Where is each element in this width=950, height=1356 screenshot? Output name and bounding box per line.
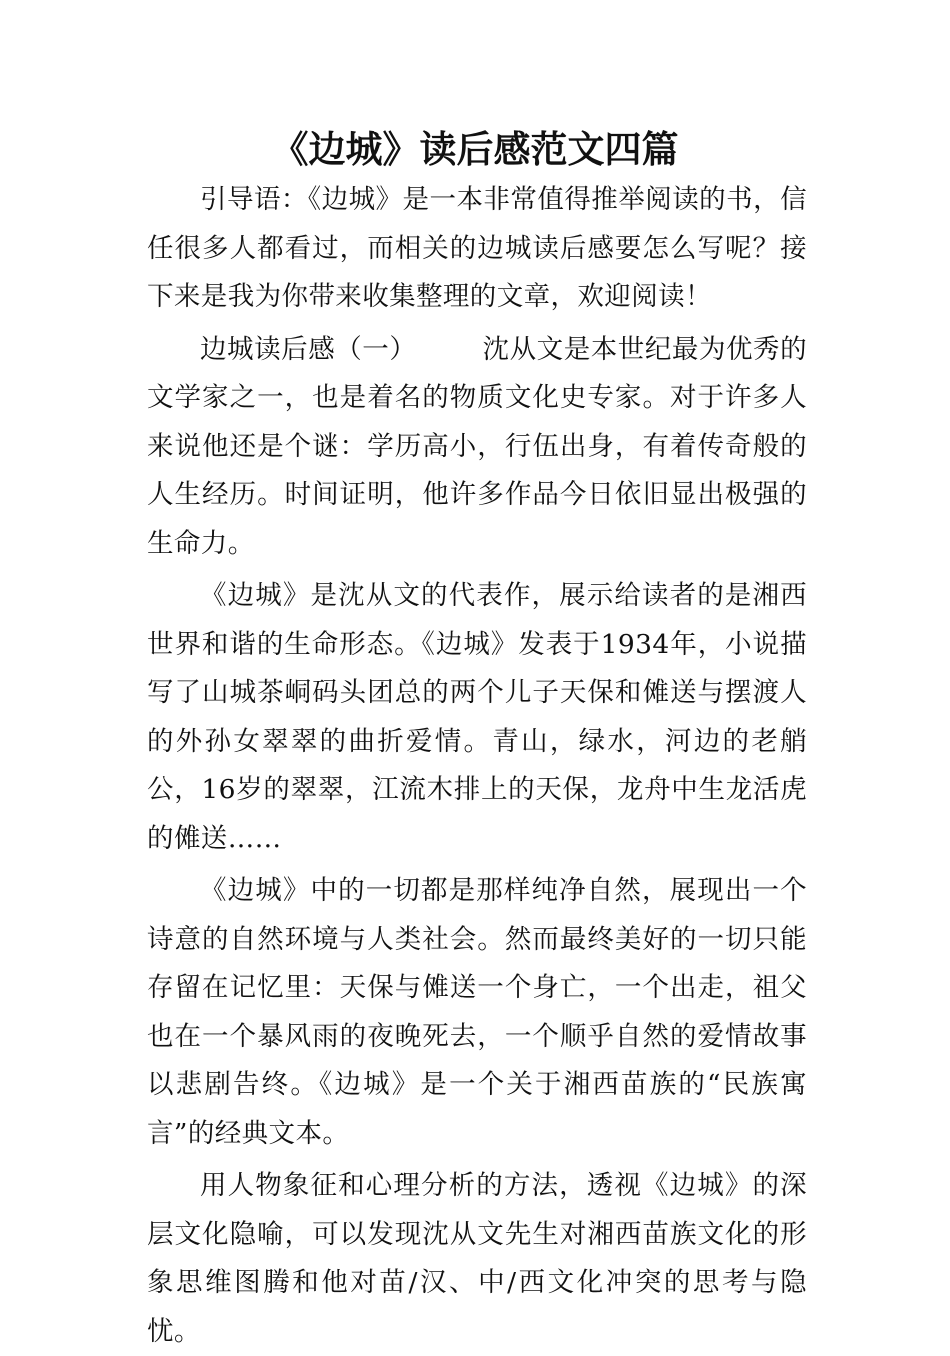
body-paragraph-3: 《边城》中的一切都是那样纯净自然，展现出一个诗意的自然环境与人类社会。然而最终美好的一切只能存留在记忆里：天保与傩送一个身亡，一个出走，祖父也在一个暴风雨的夜晚死去，一个顺乎自然的爱情故事以悲剧告终。《边城》是一个关于湘西苗族的“民族寓言”的经典文本。 — [147, 875, 807, 1149]
section-1-paragraph — [147, 326, 807, 569]
section-1-text: 沈从文是本世纪最为优秀的文学家之一，也是着名的物质文化史专家。对于许多人来说他还是个谜：学历高小，行伍出身，有着传奇般的人生经历。时间证明，他许多作品今日依旧显出极强的生命力。 — [147, 333, 807, 559]
document-title: 《边城》读后感范文四篇 — [271, 128, 679, 171]
document-body — [147, 176, 807, 1356]
section-heading: 边城读后感（一） — [200, 333, 417, 365]
body-paragraph-2: 《边城》是沈从文的代表作，展示给读者的是湘西世界和谐的生命形态。《边城》发表于1934年，小说描写了山城茶峒码头团总的两个儿子天保和傩送与摆渡人的外孙女翠翠的曲折爱情。青山，绿水，河边的老艄公，16岁的翠翠，江流木排上的天保，龙舟中生龙活虎的傩送…… — [147, 580, 807, 854]
intro-paragraph: 引导语：《边城》是一本非常值得推举阅读的书，信任很多人都看过，而相关的边城读后感要怎么写呢？接下来是我为你带来收集整理的文章，欢迎阅读！ — [147, 184, 807, 312]
body-paragraph-4: 用人物象征和心理分析的方法，透视《边城》的深层文化隐喻，可以发现沈从文先生对湘西苗族文化的形象思维图腾和他对苗/汉、中/西文化冲突的思考与隐忧。 — [147, 1170, 807, 1347]
